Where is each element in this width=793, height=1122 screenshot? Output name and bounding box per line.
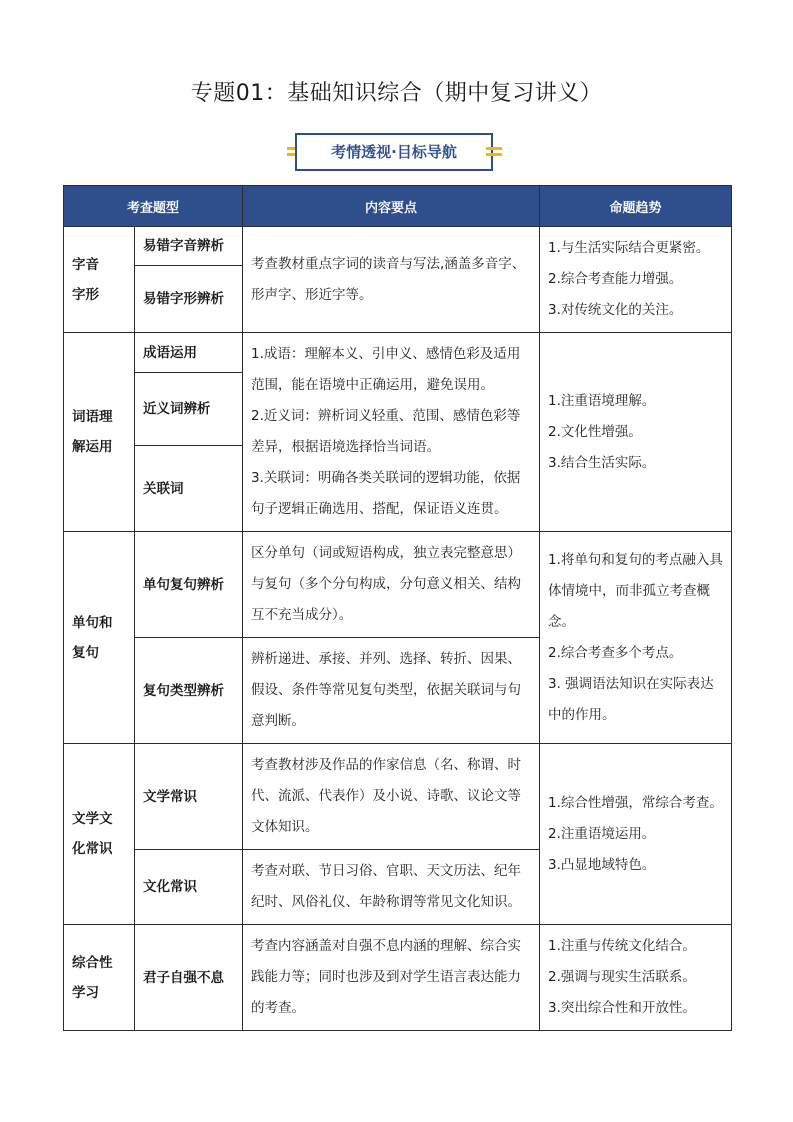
- table-row: [64, 925, 732, 1031]
- exam-analysis-table: [63, 185, 732, 1031]
- subtype-cell: 易错字音辨析: [135, 227, 243, 266]
- subtype-cell: 文学常识: [135, 744, 243, 850]
- content-cell: 辨析递进、承接、并列、选择、转折、因果、假设、条件等常见复句类型，依据关联词与句意判断。: [243, 638, 540, 744]
- decorative-bars-icon: [486, 146, 502, 158]
- category-cell: 文学文 化常识: [64, 744, 135, 925]
- category-cell: 综合性 学习: [64, 925, 135, 1031]
- subtype-cell: 关联词: [135, 446, 243, 532]
- subtype-cell: 单句复句辨析: [135, 532, 243, 638]
- content-cell: 考查对联、节日习俗、官职、天文历法、纪年纪时、风俗礼仪、年龄称谓等常见文化知识。: [243, 850, 540, 925]
- header-question-type: 考查题型: [64, 186, 243, 227]
- subtype-cell: 成语运用: [135, 333, 243, 373]
- trend-cell: 1.注重与传统文化结合。 2.强调与现实生活联系。 3.突出综合性和开放性。: [540, 925, 732, 1031]
- table-row: [64, 744, 732, 850]
- trend-cell: 1.注重语境理解。 2.文化性增强。 3.结合生活实际。: [540, 333, 732, 532]
- content-cell: 1.成语：理解本义、引申义、感情色彩及适用范围，能在语境中正确运用，避免误用。 2.近义词：辨析词义轻重、范围、感情色彩等差异，根据语境选择恰当词语。 3.关联词：明确各类关联词的逻辑功能，依据句子逻辑正确选用、搭配，保证语义连贯。: [243, 333, 540, 532]
- content-cell: 考查教材涉及作品的作家信息（名、称谓、时代、流派、代表作）及小说、诗歌、议论文等文体知识。: [243, 744, 540, 850]
- header-content-points: 内容要点: [243, 186, 540, 227]
- trend-cell: 1.将单句和复句的考点融入具体情境中，而非孤立考查概念。 2.综合考查多个考点。 3. 强调语法知识在实际表达中的作用。: [540, 532, 732, 744]
- category-cell: 单句和 复句: [64, 532, 135, 744]
- category-cell: 字音 字形: [64, 227, 135, 333]
- category-cell: 词语理 解运用: [64, 333, 135, 532]
- header-trend: 命题趋势: [540, 186, 732, 227]
- table-row: [64, 532, 732, 638]
- page-title: 专题01：基础知识综合（期中复习讲义）: [190, 81, 603, 106]
- subtype-cell: 君子自强不息: [135, 925, 243, 1031]
- section-banner: [0, 133, 793, 175]
- table-header-row: [64, 186, 732, 227]
- subtype-cell: 复句类型辨析: [135, 638, 243, 744]
- subtype-cell: 文化常识: [135, 850, 243, 925]
- table-row: [64, 333, 732, 373]
- trend-cell: 1.与生活实际结合更紧密。 2.综合考查能力增强。 3.对传统文化的关注。: [540, 227, 732, 333]
- table-row: [64, 227, 732, 266]
- content-cell: 区分单句（词或短语构成，独立表完整意思）与复句（多个分句构成，分句意义相关、结构互不充当成分）。: [243, 532, 540, 638]
- content-cell: 考查内容涵盖对自强不息内涵的理解、综合实践能力等；同时也涉及到对学生语言表达能力的考查。: [243, 925, 540, 1031]
- subtype-cell: 近义词辨析: [135, 373, 243, 446]
- banner-label: 考情透视·目标导航: [295, 133, 493, 171]
- subtype-cell: 易错字形辨析: [135, 265, 243, 332]
- trend-cell: 1.综合性增强，常综合考查。 2.注重语境运用。 3.凸显地域特色。: [540, 744, 732, 925]
- content-cell: 考查教材重点字词的读音与写法,涵盖多音字、形声字、形近字等。: [243, 227, 540, 333]
